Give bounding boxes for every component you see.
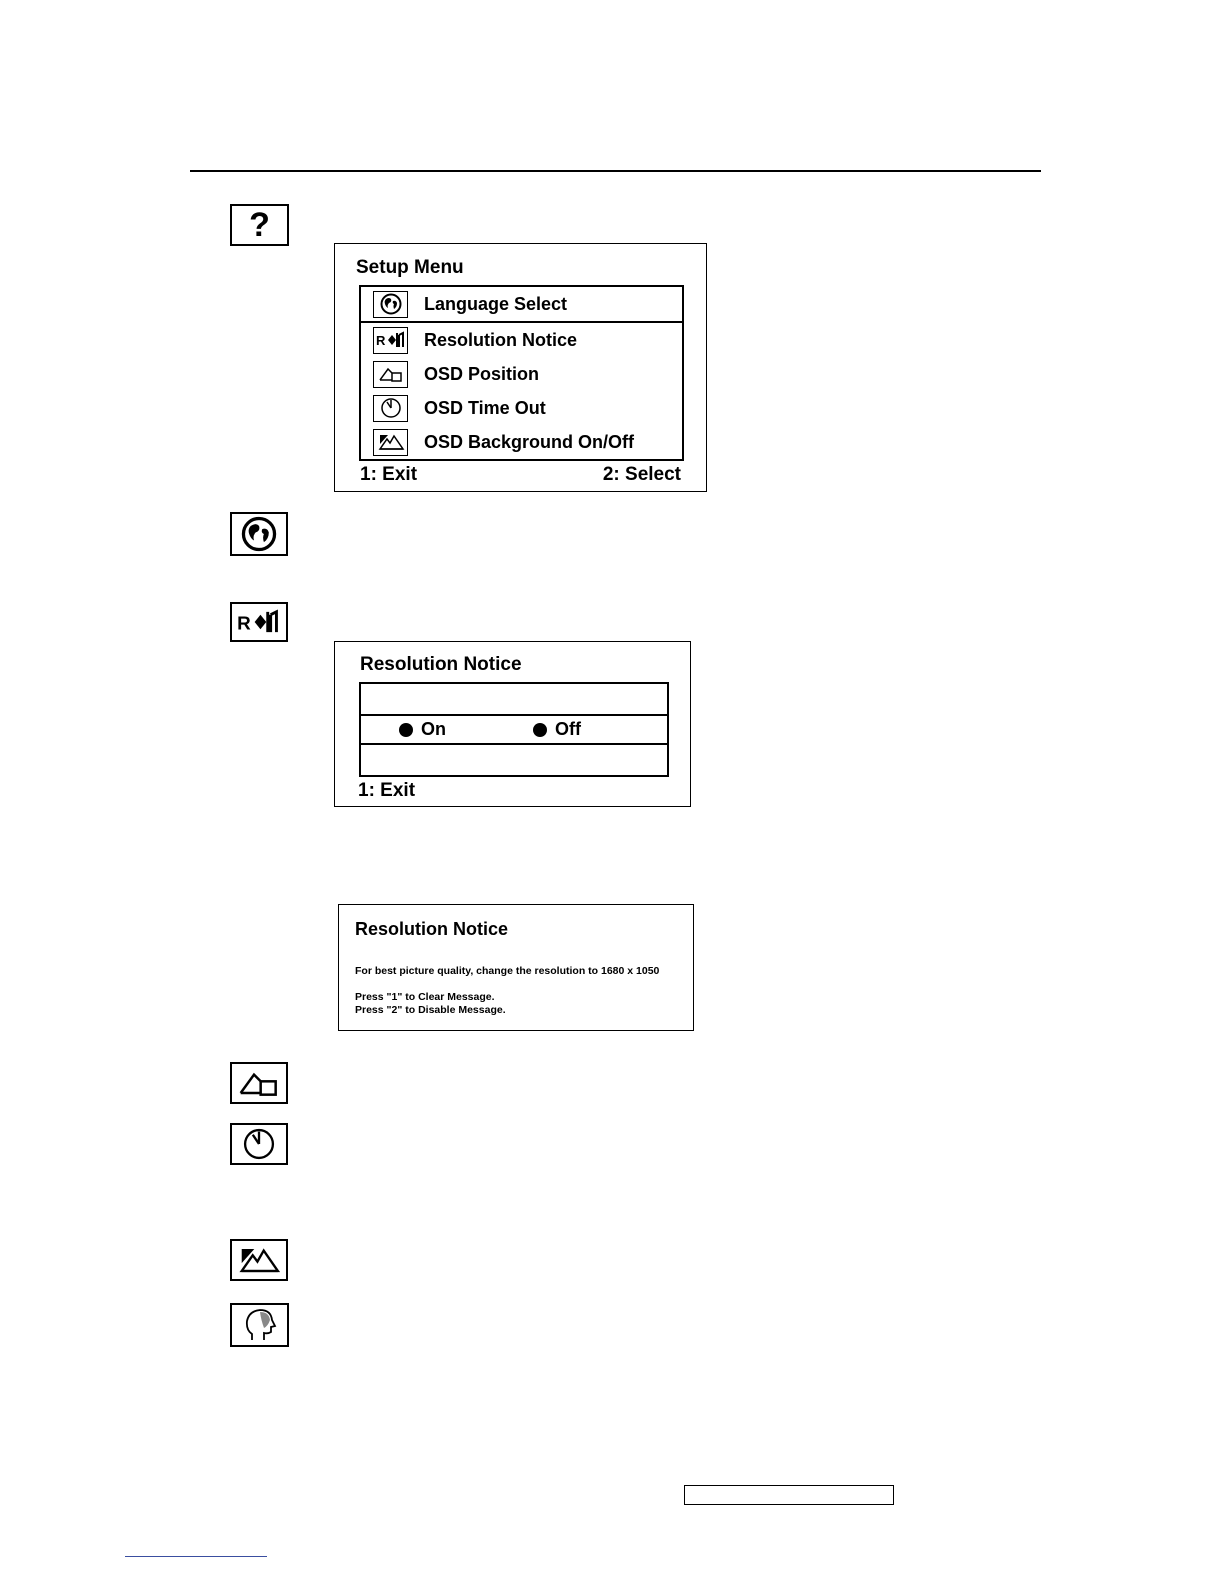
- top-rule: [190, 170, 1041, 172]
- select-hint: 2: Select: [602, 464, 681, 485]
- setup-menu-panel: [334, 243, 707, 492]
- svg-text:R: R: [237, 613, 251, 635]
- exit-hint: 1: Exit: [360, 464, 418, 485]
- resolution-message-panel: [338, 904, 694, 1031]
- menu-item-resolution-notice[interactable]: [361, 323, 682, 357]
- radio-dot-icon: [399, 723, 413, 737]
- option-on-label: On: [421, 719, 446, 739]
- osd-position-icon: [373, 361, 408, 388]
- resolution-notice-title: Resolution Notice: [360, 654, 522, 675]
- page-footer-box: [684, 1485, 894, 1505]
- osd-position-icon: [230, 1062, 288, 1104]
- help-icon: [230, 204, 289, 246]
- resolution-notice-panel: [334, 641, 691, 807]
- exit-hint: 1: Exit: [358, 780, 416, 801]
- menu-item-label: OSD Position: [424, 363, 540, 384]
- resolution-blank-row: [361, 684, 667, 715]
- resolution-message-line: For best picture quality, change the resolution to 1680 x 1050: [355, 965, 660, 977]
- osd-background-icon: [230, 1239, 288, 1281]
- clear-message-hint: Press "1" to Clear Message.: [355, 991, 495, 1003]
- head-profile-icon: [230, 1303, 289, 1347]
- menu-item-label: Language Select: [424, 293, 568, 314]
- resolution-message-title: Resolution Notice: [355, 919, 509, 939]
- setup-menu-list: [359, 285, 684, 461]
- resolution-notice-icon: [230, 602, 288, 642]
- menu-item-osd-position[interactable]: [361, 357, 682, 391]
- menu-item-language-select[interactable]: [361, 287, 682, 323]
- globe-icon: [230, 512, 288, 556]
- clock-icon: [373, 395, 408, 422]
- svg-text:R: R: [375, 333, 385, 348]
- menu-item-osd-background[interactable]: [361, 425, 682, 459]
- osd-background-icon: [373, 429, 408, 456]
- disable-message-hint: Press "2" to Disable Message.: [355, 1004, 506, 1016]
- radio-dot-icon: [533, 723, 547, 737]
- option-on[interactable]: [399, 719, 446, 740]
- globe-icon: [373, 291, 408, 318]
- resolution-options-row: [361, 714, 667, 745]
- option-off-label: Off: [555, 719, 581, 739]
- menu-item-label: Resolution Notice: [424, 329, 578, 350]
- footer-link-underline: [125, 1556, 267, 1557]
- menu-item-osd-time-out[interactable]: [361, 391, 682, 425]
- menu-item-label: OSD Background On/Off: [424, 431, 635, 452]
- setup-menu-title: Setup Menu: [356, 257, 464, 278]
- menu-item-label: OSD Time Out: [424, 397, 546, 418]
- resolution-blank-row: [361, 746, 667, 777]
- clock-icon: [230, 1123, 288, 1165]
- resolution-notice-icon: [373, 327, 408, 354]
- option-off[interactable]: [533, 719, 581, 740]
- resolution-options-frame: [359, 682, 669, 777]
- help-glyph: ?: [249, 206, 270, 244]
